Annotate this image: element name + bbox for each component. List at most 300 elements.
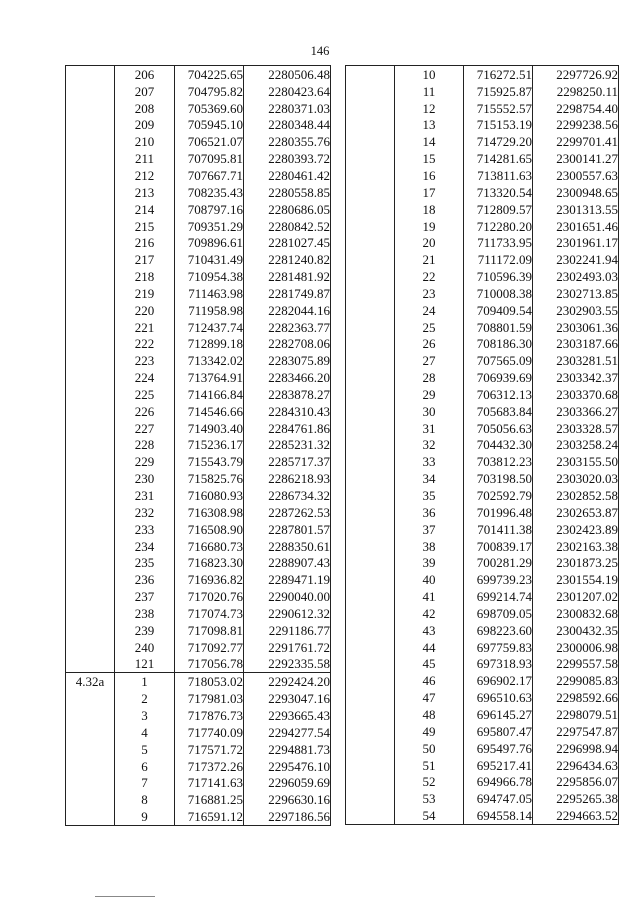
table-row xyxy=(66,167,331,184)
x-coordinate-cell: 703198.50 xyxy=(464,470,533,487)
point-number-cell: 8 xyxy=(115,791,175,808)
group-label-cell xyxy=(346,487,395,504)
group-label-cell xyxy=(346,639,395,656)
point-number-cell: 237 xyxy=(115,588,175,605)
point-number-cell: 31 xyxy=(395,420,464,437)
group-label-cell xyxy=(66,234,115,251)
y-coordinate-cell: 2299701.41 xyxy=(533,133,619,150)
y-coordinate-cell: 2302713.85 xyxy=(533,285,619,302)
y-coordinate-cell: 2303370.68 xyxy=(533,386,619,403)
point-number-cell: 216 xyxy=(115,234,175,251)
table-row xyxy=(66,571,331,588)
group-label-cell xyxy=(66,504,115,521)
table-row xyxy=(66,758,331,775)
point-number-cell: 13 xyxy=(395,117,464,134)
table-row xyxy=(66,605,331,622)
point-number-cell: 47 xyxy=(395,689,464,706)
point-number-cell: 5 xyxy=(115,741,175,758)
table-row xyxy=(66,437,331,454)
x-coordinate-cell: 704432.30 xyxy=(464,437,533,454)
x-coordinate-cell: 696902.17 xyxy=(464,672,533,689)
group-label-cell xyxy=(66,521,115,538)
table-row xyxy=(346,352,619,369)
table-row xyxy=(346,622,619,639)
y-coordinate-cell: 2303061.36 xyxy=(533,319,619,336)
point-number-cell: 226 xyxy=(115,403,175,420)
y-coordinate-cell: 2287262.53 xyxy=(244,504,331,521)
y-coordinate-cell: 2301873.25 xyxy=(533,554,619,571)
point-number-cell: 28 xyxy=(395,369,464,386)
x-coordinate-cell: 716508.90 xyxy=(175,521,244,538)
x-coordinate-cell: 716823.30 xyxy=(175,554,244,571)
table-row xyxy=(66,791,331,808)
y-coordinate-cell: 2295856.07 xyxy=(533,773,619,790)
table-row xyxy=(346,218,619,235)
table-row xyxy=(66,83,331,100)
y-coordinate-cell: 2300006.98 xyxy=(533,639,619,656)
y-coordinate-cell: 2298754.40 xyxy=(533,100,619,117)
point-number-cell: 217 xyxy=(115,251,175,268)
y-coordinate-cell: 2280461.42 xyxy=(244,167,331,184)
group-label-cell xyxy=(66,201,115,218)
y-coordinate-cell: 2303366.27 xyxy=(533,403,619,420)
point-number-cell: 22 xyxy=(395,268,464,285)
y-coordinate-cell: 2302493.03 xyxy=(533,268,619,285)
table-row xyxy=(346,453,619,470)
y-coordinate-cell: 2288907.43 xyxy=(244,554,331,571)
x-coordinate-cell: 709351.29 xyxy=(175,218,244,235)
y-coordinate-cell: 2282044.16 xyxy=(244,302,331,319)
table-row xyxy=(66,100,331,117)
table-row xyxy=(346,150,619,167)
point-number-cell: 15 xyxy=(395,150,464,167)
y-coordinate-cell: 2281027.45 xyxy=(244,234,331,251)
group-label-cell xyxy=(346,504,395,521)
table-row xyxy=(346,554,619,571)
y-coordinate-cell: 2284310.43 xyxy=(244,403,331,420)
x-coordinate-cell: 700281.29 xyxy=(464,554,533,571)
y-coordinate-cell: 2301313.55 xyxy=(533,201,619,218)
x-coordinate-cell: 705683.84 xyxy=(464,403,533,420)
point-number-cell: 223 xyxy=(115,352,175,369)
table-row xyxy=(346,639,619,656)
group-label-cell xyxy=(346,740,395,757)
table-row xyxy=(66,66,331,83)
point-number-cell: 240 xyxy=(115,639,175,656)
x-coordinate-cell: 710596.39 xyxy=(464,268,533,285)
y-coordinate-cell: 2296059.69 xyxy=(244,774,331,791)
y-coordinate-cell: 2287801.57 xyxy=(244,521,331,538)
point-number-cell: 239 xyxy=(115,622,175,639)
y-coordinate-cell: 2301961.17 xyxy=(533,234,619,251)
x-coordinate-cell: 707095.81 xyxy=(175,150,244,167)
point-number-cell: 207 xyxy=(115,83,175,100)
y-coordinate-cell: 2303328.57 xyxy=(533,420,619,437)
x-coordinate-cell: 707565.09 xyxy=(464,352,533,369)
point-number-cell: 220 xyxy=(115,302,175,319)
table-row xyxy=(66,538,331,555)
group-label-cell xyxy=(66,791,115,808)
x-coordinate-cell: 716936.82 xyxy=(175,571,244,588)
group-label-cell xyxy=(66,386,115,403)
x-coordinate-cell: 717098.81 xyxy=(175,622,244,639)
table-row xyxy=(346,201,619,218)
point-number-cell: 208 xyxy=(115,100,175,117)
y-coordinate-cell: 2280842.52 xyxy=(244,218,331,235)
y-coordinate-cell: 2280423.64 xyxy=(244,83,331,100)
group-label-cell xyxy=(66,605,115,622)
group-label-cell xyxy=(66,420,115,437)
x-coordinate-cell: 715543.79 xyxy=(175,453,244,470)
group-label-cell xyxy=(66,453,115,470)
y-coordinate-cell: 2288350.61 xyxy=(244,538,331,555)
x-coordinate-cell: 713342.02 xyxy=(175,352,244,369)
table-row xyxy=(346,66,619,83)
y-coordinate-cell: 2286734.32 xyxy=(244,487,331,504)
group-label-cell xyxy=(346,100,395,117)
x-coordinate-cell: 717571.72 xyxy=(175,741,244,758)
group-label-cell xyxy=(66,487,115,504)
group-label-cell xyxy=(346,386,395,403)
table-row xyxy=(66,521,331,538)
y-coordinate-cell: 2291761.72 xyxy=(244,639,331,656)
group-label-cell xyxy=(66,690,115,707)
y-coordinate-cell: 2303155.50 xyxy=(533,453,619,470)
table-row xyxy=(66,453,331,470)
table-row xyxy=(66,117,331,134)
point-number-cell: 21 xyxy=(395,251,464,268)
table-row xyxy=(346,234,619,251)
table-row xyxy=(66,234,331,251)
group-label-cell xyxy=(346,117,395,134)
point-number-cell: 7 xyxy=(115,774,175,791)
x-coordinate-cell: 708235.43 xyxy=(175,184,244,201)
group-label-cell xyxy=(346,184,395,201)
table-row xyxy=(66,639,331,656)
point-number-cell: 221 xyxy=(115,319,175,336)
point-number-cell: 51 xyxy=(395,757,464,774)
y-coordinate-cell: 2281749.87 xyxy=(244,285,331,302)
x-coordinate-cell: 716272.51 xyxy=(464,66,533,83)
y-coordinate-cell: 2291186.77 xyxy=(244,622,331,639)
group-label-cell xyxy=(66,150,115,167)
y-coordinate-cell: 2280393.72 xyxy=(244,150,331,167)
table-row xyxy=(66,268,331,285)
coordinates-table-left xyxy=(65,65,331,826)
x-coordinate-cell: 695807.47 xyxy=(464,723,533,740)
table-row xyxy=(66,302,331,319)
y-coordinate-cell: 2292335.58 xyxy=(244,656,331,673)
table-row xyxy=(346,773,619,790)
x-coordinate-cell: 710008.38 xyxy=(464,285,533,302)
y-coordinate-cell: 2300948.65 xyxy=(533,184,619,201)
point-number-cell: 215 xyxy=(115,218,175,235)
x-coordinate-cell: 717074.73 xyxy=(175,605,244,622)
point-number-cell: 3 xyxy=(115,707,175,724)
point-number-cell: 12 xyxy=(395,100,464,117)
table-row xyxy=(346,757,619,774)
table-row xyxy=(346,386,619,403)
x-coordinate-cell: 699739.23 xyxy=(464,571,533,588)
x-coordinate-cell: 712280.20 xyxy=(464,218,533,235)
group-label-cell xyxy=(66,218,115,235)
group-label-cell xyxy=(66,724,115,741)
group-label-cell xyxy=(346,622,395,639)
table-row xyxy=(66,554,331,571)
group-label-cell xyxy=(66,622,115,639)
x-coordinate-cell: 716308.98 xyxy=(175,504,244,521)
x-coordinate-cell: 701996.48 xyxy=(464,504,533,521)
group-label-cell xyxy=(66,554,115,571)
table-row xyxy=(346,336,619,353)
table-row xyxy=(346,319,619,336)
x-coordinate-cell: 705945.10 xyxy=(175,117,244,134)
table-row xyxy=(346,706,619,723)
point-number-cell: 32 xyxy=(395,437,464,454)
table-row xyxy=(346,504,619,521)
group-label-cell xyxy=(66,100,115,117)
group-label-cell xyxy=(346,319,395,336)
x-coordinate-cell: 695217.41 xyxy=(464,757,533,774)
table-row xyxy=(66,285,331,302)
x-coordinate-cell: 715552.57 xyxy=(464,100,533,117)
group-label-cell xyxy=(346,420,395,437)
point-number-cell: 14 xyxy=(395,133,464,150)
x-coordinate-cell: 715925.87 xyxy=(464,83,533,100)
group-label-cell xyxy=(346,453,395,470)
point-number-cell: 212 xyxy=(115,167,175,184)
group-label-cell xyxy=(346,150,395,167)
group-label-cell xyxy=(66,302,115,319)
point-number-cell: 52 xyxy=(395,773,464,790)
x-coordinate-cell: 717740.09 xyxy=(175,724,244,741)
group-label-cell xyxy=(346,437,395,454)
y-coordinate-cell: 2286218.93 xyxy=(244,470,331,487)
table-row xyxy=(66,336,331,353)
x-coordinate-cell: 717056.78 xyxy=(175,656,244,673)
y-coordinate-cell: 2299085.83 xyxy=(533,672,619,689)
y-coordinate-cell: 2282708.06 xyxy=(244,336,331,353)
group-label-cell xyxy=(66,117,115,134)
point-number-cell: 17 xyxy=(395,184,464,201)
table-row xyxy=(346,167,619,184)
x-coordinate-cell: 705056.63 xyxy=(464,420,533,437)
y-coordinate-cell: 2300432.35 xyxy=(533,622,619,639)
x-coordinate-cell: 707667.71 xyxy=(175,167,244,184)
x-coordinate-cell: 717141.63 xyxy=(175,774,244,791)
point-number-cell: 224 xyxy=(115,369,175,386)
x-coordinate-cell: 701411.38 xyxy=(464,521,533,538)
point-number-cell: 238 xyxy=(115,605,175,622)
point-number-cell: 34 xyxy=(395,470,464,487)
group-label-cell xyxy=(346,352,395,369)
group-label-cell xyxy=(66,268,115,285)
group-label-cell xyxy=(66,774,115,791)
x-coordinate-cell: 709896.61 xyxy=(175,234,244,251)
y-coordinate-cell: 2301651.46 xyxy=(533,218,619,235)
x-coordinate-cell: 711733.95 xyxy=(464,234,533,251)
group-label-cell xyxy=(66,83,115,100)
point-number-cell: 222 xyxy=(115,336,175,353)
group-label-cell xyxy=(346,807,395,824)
y-coordinate-cell: 2302241.94 xyxy=(533,251,619,268)
table-row xyxy=(346,672,619,689)
point-number-cell: 26 xyxy=(395,336,464,353)
x-coordinate-cell: 715825.76 xyxy=(175,470,244,487)
y-coordinate-cell: 2300832.68 xyxy=(533,605,619,622)
table-row xyxy=(346,571,619,588)
y-coordinate-cell: 2302852.58 xyxy=(533,487,619,504)
x-coordinate-cell: 713320.54 xyxy=(464,184,533,201)
y-coordinate-cell: 2303342.37 xyxy=(533,369,619,386)
table-row xyxy=(66,588,331,605)
x-coordinate-cell: 713811.63 xyxy=(464,167,533,184)
y-coordinate-cell: 2281240.82 xyxy=(244,251,331,268)
y-coordinate-cell: 2303187.66 xyxy=(533,336,619,353)
table-row xyxy=(346,487,619,504)
table-row xyxy=(346,437,619,454)
table-row xyxy=(66,420,331,437)
table-row xyxy=(66,184,331,201)
group-label-cell xyxy=(346,689,395,706)
y-coordinate-cell: 2280686.05 xyxy=(244,201,331,218)
point-number-cell: 1 xyxy=(115,673,175,690)
table-row xyxy=(346,470,619,487)
group-label-cell xyxy=(66,66,115,83)
x-coordinate-cell: 715153.19 xyxy=(464,117,533,134)
group-label-cell xyxy=(66,470,115,487)
group-label-cell xyxy=(346,268,395,285)
y-coordinate-cell: 2301554.19 xyxy=(533,571,619,588)
group-label-cell xyxy=(346,538,395,555)
y-coordinate-cell: 2280348.44 xyxy=(244,117,331,134)
table-row xyxy=(66,487,331,504)
table-row xyxy=(346,83,619,100)
table-row xyxy=(346,689,619,706)
y-coordinate-cell: 2303020.03 xyxy=(533,470,619,487)
table-row xyxy=(66,319,331,336)
point-number-cell: 211 xyxy=(115,150,175,167)
y-coordinate-cell: 2299557.58 xyxy=(533,656,619,673)
group-label-cell xyxy=(346,285,395,302)
group-label-cell xyxy=(66,369,115,386)
table-row xyxy=(346,117,619,134)
scan-artifact-line xyxy=(95,896,155,897)
point-number-cell: 39 xyxy=(395,554,464,571)
group-label-cell xyxy=(346,773,395,790)
y-coordinate-cell: 2281481.92 xyxy=(244,268,331,285)
group-label-cell xyxy=(346,251,395,268)
x-coordinate-cell: 706521.07 xyxy=(175,133,244,150)
y-coordinate-cell: 2285231.32 xyxy=(244,437,331,454)
point-number-cell: 230 xyxy=(115,470,175,487)
y-coordinate-cell: 2301207.02 xyxy=(533,588,619,605)
table-row xyxy=(66,386,331,403)
point-number-cell: 25 xyxy=(395,319,464,336)
point-number-cell: 45 xyxy=(395,656,464,673)
coordinates-table-right xyxy=(345,65,619,825)
point-number-cell: 54 xyxy=(395,807,464,824)
y-coordinate-cell: 2283878.27 xyxy=(244,386,331,403)
group-label-cell xyxy=(66,639,115,656)
group-label-cell xyxy=(66,741,115,758)
table-row xyxy=(346,369,619,386)
group-label-cell xyxy=(66,184,115,201)
table-row xyxy=(346,723,619,740)
point-number-cell: 20 xyxy=(395,234,464,251)
x-coordinate-cell: 710954.38 xyxy=(175,268,244,285)
x-coordinate-cell: 716080.93 xyxy=(175,487,244,504)
table-row xyxy=(66,470,331,487)
y-coordinate-cell: 2300141.27 xyxy=(533,150,619,167)
group-label-cell: 4.32a xyxy=(66,673,115,690)
point-number-cell: 214 xyxy=(115,201,175,218)
y-coordinate-cell: 2300557.63 xyxy=(533,167,619,184)
group-label-cell xyxy=(66,133,115,150)
y-coordinate-cell: 2297186.56 xyxy=(244,808,331,825)
group-label-cell xyxy=(66,336,115,353)
x-coordinate-cell: 714903.40 xyxy=(175,420,244,437)
table-row xyxy=(346,656,619,673)
y-coordinate-cell: 2298079.51 xyxy=(533,706,619,723)
y-coordinate-cell: 2296434.63 xyxy=(533,757,619,774)
table-row xyxy=(346,100,619,117)
x-coordinate-cell: 714729.20 xyxy=(464,133,533,150)
point-number-cell: 18 xyxy=(395,201,464,218)
x-coordinate-cell: 698223.60 xyxy=(464,622,533,639)
x-coordinate-cell: 714281.65 xyxy=(464,150,533,167)
y-coordinate-cell: 2302423.89 xyxy=(533,521,619,538)
group-label-cell xyxy=(346,588,395,605)
point-number-cell: 29 xyxy=(395,386,464,403)
table-row xyxy=(66,741,331,758)
table-row xyxy=(346,133,619,150)
table-row xyxy=(346,538,619,555)
y-coordinate-cell: 2290612.32 xyxy=(244,605,331,622)
group-label-cell xyxy=(346,605,395,622)
x-coordinate-cell: 698709.05 xyxy=(464,605,533,622)
y-coordinate-cell: 2283466.20 xyxy=(244,369,331,386)
y-coordinate-cell: 2294277.54 xyxy=(244,724,331,741)
group-label-cell xyxy=(66,588,115,605)
point-number-cell: 46 xyxy=(395,672,464,689)
y-coordinate-cell: 2290040.00 xyxy=(244,588,331,605)
table-row xyxy=(346,740,619,757)
table-row xyxy=(346,807,619,824)
x-coordinate-cell: 695497.76 xyxy=(464,740,533,757)
y-coordinate-cell: 2295265.38 xyxy=(533,790,619,807)
table-row xyxy=(66,673,331,690)
group-label-cell xyxy=(346,201,395,218)
point-number-cell: 49 xyxy=(395,723,464,740)
table-row xyxy=(66,774,331,791)
point-number-cell: 225 xyxy=(115,386,175,403)
group-label-cell xyxy=(346,66,395,83)
group-label-cell xyxy=(346,723,395,740)
x-coordinate-cell: 711172.09 xyxy=(464,251,533,268)
y-coordinate-cell: 2297726.92 xyxy=(533,66,619,83)
page-number: 146 xyxy=(310,44,330,58)
point-number-cell: 228 xyxy=(115,437,175,454)
y-coordinate-cell: 2293665.43 xyxy=(244,707,331,724)
x-coordinate-cell: 712437.74 xyxy=(175,319,244,336)
point-number-cell: 229 xyxy=(115,453,175,470)
point-number-cell: 27 xyxy=(395,352,464,369)
table-row xyxy=(346,790,619,807)
group-label-cell xyxy=(346,656,395,673)
point-number-cell: 19 xyxy=(395,218,464,235)
group-label-cell xyxy=(66,319,115,336)
